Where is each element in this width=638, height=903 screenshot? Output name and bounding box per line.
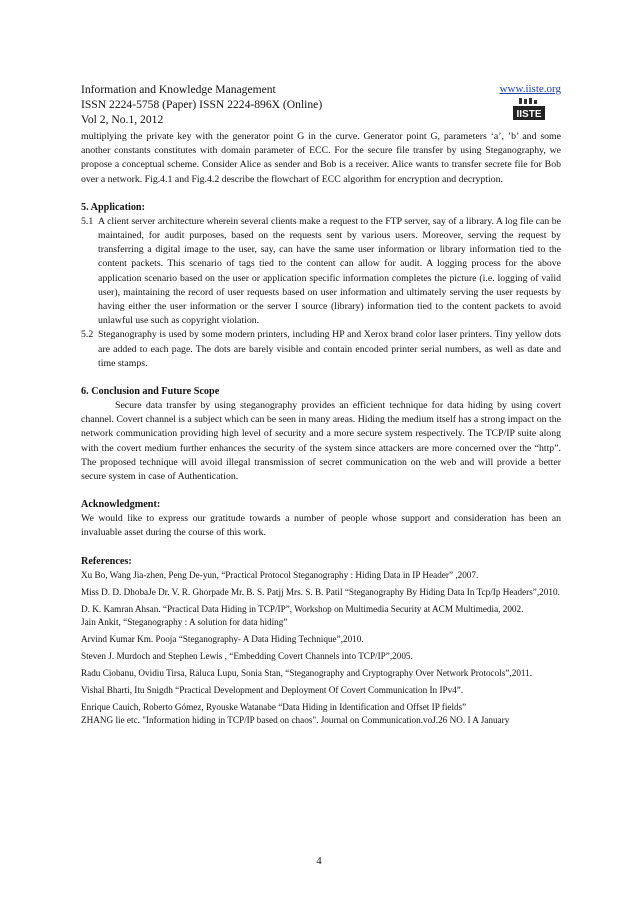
reference-item: Miss D. D. DhobaJe Dr. V. R. Ghorpade Mr. B. S. Patjj Mrs. S. B. Patil “Steganography By Hiding Data In Tcp/Ip Headers”,2010. bbox=[81, 586, 560, 597]
acknowledgment-heading: Acknowledgment: bbox=[81, 499, 161, 511]
reference-item: Xu Bo, Wang Jia-zhen, Peng De-yun, “Practical Protocol Steganography : Hiding Data in IP Header” ,2007. bbox=[81, 569, 479, 580]
page-content bbox=[81, 130, 561, 731]
journal-title: Information and Knowledge Management bbox=[81, 83, 276, 96]
reference-item: Radu Ciobanu, Ovidiu Tirsa, Raluca Lupu, Sonia Stan, “Steganography and Cryptography Over Network Protocols”,2011. bbox=[81, 667, 533, 678]
list-item-number: 5.2 bbox=[81, 329, 94, 341]
issn-line: ISSN 2224-5758 (Paper) ISSN 2224-896X (Online) bbox=[81, 98, 323, 111]
reference-item: Enrique Cauich, Roberto Gómez, Ryouske Watanabe “Data Hiding in Identification and Offset IP fields” bbox=[81, 701, 467, 712]
iiste-logo-icon bbox=[513, 98, 545, 120]
reference-item: Jain Ankit, “Steganography : A solution for data hiding” bbox=[81, 616, 288, 627]
journal-header bbox=[81, 82, 561, 127]
list-item-text: A client server architecture wherein several clients make a request to the FTP server, say of a library. A log file can be maintained, for audit purposes, based on the requests sent by various users. Moreover, serving the request by transferring a digital image to the user, say, can have the same user information or library information tied to the content packets. This scenario of tags tied to the content can allow for audit. A logging process for the above application scenario based on the user or application specific information completes the picture (i.e. logging of valid user), maintaining the record of user requests based on user information and ultimately serving the user requests by having either the user information or the server I source (library) information tied to the content packets to avoid unlawful use such as copyright violation. bbox=[98, 215, 561, 327]
application-heading: 5. Application: bbox=[81, 201, 145, 213]
reference-item: Arvind Kumar Km. Pooja “Steganography- A Data Hiding Technique”,2010. bbox=[81, 633, 364, 644]
reference-item: D. K. Kamran Ahsan. “Practical Data Hiding in TCP/IP”, Workshop on Multimedia Security at ACM Multimedia, 2002. bbox=[81, 603, 524, 614]
page-number: 4 bbox=[316, 856, 322, 867]
reference-item: Vishal Bharti, Itu Snigdh “Practical Development and Deployment Of Covert Communication In IPv4”. bbox=[81, 684, 464, 695]
list-item-number: 5.1 bbox=[81, 215, 94, 227]
volume-line: Vol 2, No.1, 2012 bbox=[81, 113, 164, 126]
application-list bbox=[81, 215, 561, 371]
conclusion-heading: 6. Conclusion and Future Scope bbox=[81, 386, 220, 398]
references-heading: References: bbox=[81, 555, 132, 567]
list-item-text: Steganography is used by some modern printers, including HP and Xerox brand color laser printers. Tiny yellow dots are added to each page. The dots are barely visible and contain encoded printer serial numbers, as well as date and time stamps. bbox=[98, 329, 561, 369]
conclusion-paragraph: Secure data transfer by using steganography provides an efficient technique for data hiding by using covert channel. Covert channel is a subject which can be seen in many areas. Hiding the medium itself has a strong impact on the network communication providing high level of security and a more secure system respectively. The TCP/IP suite along with the covert medium further enhances the security of the system since attackers are more concerned over the “http”. The proposed technique will avoid illegal transmission of secret communication on the web and will provide a better secure system in case of Authentication. bbox=[81, 400, 561, 483]
reference-item: Steven J. Murdoch and Stephen Lewis , “Embedding Covert Channels into TCP/IP”,2005. bbox=[81, 650, 413, 661]
reference-item: ZHANG lie etc. "Information hiding in TCP/IP based on chaos". Journal on Communication.voJ.26 NO. I A January bbox=[81, 714, 510, 725]
list-item bbox=[81, 215, 561, 329]
journal-url-link[interactable]: www.iiste.org bbox=[499, 83, 561, 95]
acknowledgment-paragraph: We would like to express our gratitude towards a number of people whose support and consideration has been an invaluable asset during the course of this work. bbox=[81, 513, 561, 539]
logo-text: IISTE bbox=[516, 109, 542, 120]
references-list bbox=[81, 569, 561, 727]
list-item bbox=[81, 328, 561, 371]
intro-paragraph: multiplying the private key with the generator point G in the curve. Generator point G, parameters ‘a’, ’b’ and some another constants constitutes with domain parameter of ECC. For the secure file transfer by using Steganography, we propose a conceptual scheme. Consider Alice as sender and Bob is a receiver. Alice wants to transfer secrete file for Bob over a network. Fig.4.1 and Fig.4.2 describe the flowchart of ECC algorithm for encryption and decryption. bbox=[81, 131, 561, 185]
